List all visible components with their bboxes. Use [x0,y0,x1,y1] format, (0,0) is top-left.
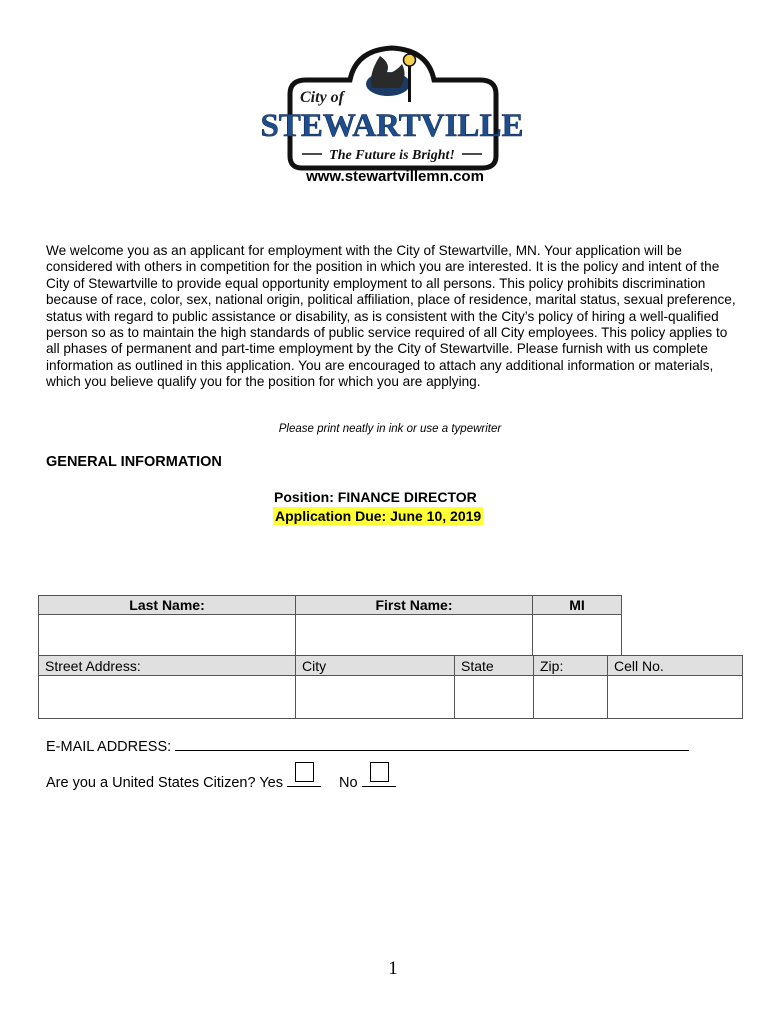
mi-field[interactable] [533,615,622,656]
intro-paragraph: We welcome you as an applicant for employment with the City of Stewartville, MN. Your application will be considered with others in competition for the position in which you are interested. It is the policy and intent of the City of Stewartville to provide equal opportunity employment to all persons. This policy prohibits discrimination because of race, color, sex, national origin, political affiliation, place of residence, marital status, sexual preference, status with regard to public assistance or disability, as is consistent with the City’s policy of hiring a well-qualified person so as to maintain the high standards of public service required of all City employees. This policy applies to all phases of permanent and part-time employment by the City of Stewartville. Please furnish with us complete information as outlined in this application. You are encouraged to attach any additional information or materials, which you believe qualify you for the position for which you are applying. [46,243,736,390]
city-logo [260,44,524,172]
logo-tagline: The Future is Bright! [329,148,455,163]
address-table [38,655,743,719]
cell-no-header: Cell No. [608,656,743,676]
street-address-header: Street Address: [39,656,296,676]
mi-header: MI [533,596,622,615]
first-name-header: First Name: [296,596,533,615]
position-title: Position: FINANCE DIRECTOR [274,489,477,505]
zip-header: Zip: [534,656,608,676]
city-header: City [296,656,455,676]
section-title: GENERAL INFORMATION [46,454,222,470]
street-address-field[interactable] [39,676,296,719]
no-label: No [339,775,362,791]
page-number: 1 [388,958,398,979]
zip-field[interactable] [534,676,608,719]
application-due: Application Due: June 10, 2019 [275,508,482,524]
website-url: www.stewartvillemn.com [306,168,484,185]
cell-no-field[interactable] [608,676,743,719]
citizen-label: Are you a United States Citizen? Yes [46,775,288,791]
citizen-row [46,774,396,791]
yes-checkbox[interactable] [295,762,314,782]
logo-stewartville: STEWARTVILLE [260,108,524,144]
city-field[interactable] [296,676,455,719]
state-field[interactable] [455,676,534,719]
print-note: Please print neatly in ink or use a typewriter [278,423,502,435]
name-table [38,595,622,656]
email-label: E-MAIL ADDRESS: [46,739,176,755]
state-header: State [455,656,534,676]
no-checkbox[interactable] [370,762,389,782]
email-field[interactable] [175,738,689,751]
last-name-header: Last Name: [39,596,296,615]
last-name-field[interactable] [39,615,296,656]
logo-city-of: City of [300,89,344,106]
email-row [46,738,689,755]
first-name-field[interactable] [296,615,533,656]
